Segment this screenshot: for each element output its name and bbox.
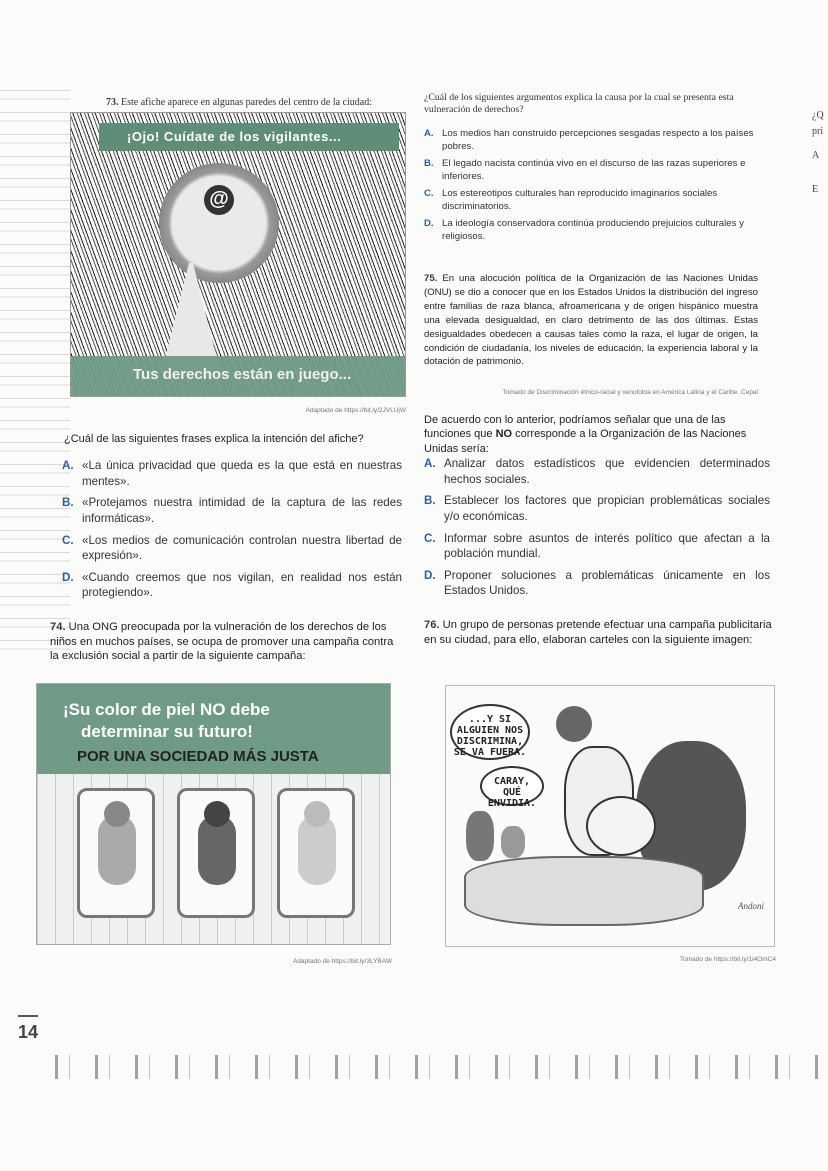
artist-signature: Andoni [738,901,764,911]
crib [277,788,355,918]
q75-statement [424,272,758,369]
q73-intro-text: Este afiche aparece en algunas paredes del centro de la ciudad: [121,97,372,108]
option-letter: D. [424,568,436,582]
option-text: Informar sobre asuntos de interés político que afectan a la población mundial. [444,531,770,561]
option-text: Proponer soluciones a problemáticas únicamente en los Estados Unidos. [444,568,770,598]
q73-question: ¿Cuál de las siguientes frases explica la intención del afiche? [64,433,364,445]
poster-title: ¡Ojo! Cuídate de los vigilantes... [99,123,399,151]
q75-question-no: NO [495,428,513,441]
poster-line-1: ¡Su color de piel NO debe [63,700,270,719]
q73-option-c[interactable] [62,533,402,564]
q75-option-c[interactable] [424,531,770,562]
option-text: El legado nacista continúa vivo en el discurso de las razas superiores e inferiores. [442,157,746,182]
page-number: 14 [18,1022,39,1042]
at-sign-icon: @ [204,185,234,215]
option-letter: C. [424,531,436,545]
q74-option-a[interactable] [424,128,754,154]
option-text: Los medios han construido percepciones sesgadas respecto a los países pobres. [442,128,754,152]
animals-cartoon [445,685,775,947]
crib [177,788,255,918]
q74-source: Adaptado de https://bit.ly/3LYBAW [292,958,392,965]
q75-options [424,456,770,605]
crib [77,788,155,918]
baby-head [204,801,230,827]
option-text: La ideología conservadora continúa produciendo prejuicios culturales y religiosos. [442,217,744,242]
option-letter: B. [424,157,434,169]
option-text: Establecer los factores que propician problemáticas sociales y/o económicas. [444,494,770,523]
q73-options [62,458,402,607]
option-text: «Cuando creemos que nos vigilan, en realidad nos están protegiendo». [82,570,402,600]
option-text: «Protejamos nuestra intimidad de la captura de las redes informáticas». [82,496,402,525]
q75-question-post: corresponde a la Organización de las Naciones Unidas sería: [424,428,747,455]
option-letter: A. [62,459,74,472]
q74-option-b[interactable] [424,158,754,184]
pig-figure [586,796,656,856]
page-number-bar [18,1015,38,1017]
option-letter: D. [62,570,74,584]
q75-option-a[interactable] [424,456,770,487]
q75-number: 75. [424,273,438,284]
speech-bubble: ...Y SI ALGUIEN NOS DISCRIMINA, SE VA FUERA. [450,704,530,760]
q75-question [424,413,764,456]
option-letter: C. [62,533,74,547]
q73-source: Adaptado de https://bit.ly/2JVLUjW [305,407,406,414]
scan-edge-left [0,90,70,650]
dog-figure [466,811,494,861]
scan-edge-bottom [55,1055,828,1079]
option-letter: C. [424,187,434,199]
edge-fragment: A [812,150,820,161]
skin-color-poster [36,683,391,945]
baby-head [304,801,330,827]
q73-intro [106,97,406,110]
option-letter: A. [424,457,436,470]
q73-option-b[interactable] [62,495,402,526]
cat-figure [501,826,525,858]
q74-intro [50,620,402,664]
q76-intro [424,618,774,647]
q74-options [424,128,754,248]
q74-number: 74. [50,621,66,633]
edge-fragment: ¿Q [812,110,824,121]
poster-line-2: determinar su futuro! [81,722,253,741]
q73-option-a[interactable] [62,458,402,489]
q73-option-d[interactable] [62,570,402,601]
option-letter: B. [424,494,436,508]
q75-question-pre: De acuerdo con lo anterior, podríamos señalar que una de las funciones que [424,414,726,441]
q74-option-d[interactable] [424,218,754,244]
q76-source: Tomado de https://bit.ly/1i4OmC4 [679,956,776,963]
surveillance-poster [70,112,406,397]
q75-source: Tomado de Discriminación étnico-racial y xenofobia en América Latina y el Caribe. Cepal [502,389,758,396]
option-letter: B. [62,496,74,510]
q76-intro-text: Un grupo de personas pretende efectuar una campaña publicitaria en su ciudad, para ello, elaboran carteles con la siguiente imagen: [424,619,772,646]
baby-head [104,801,130,827]
option-text: «Los medios de comunicación controlan nuestra libertad de expresión». [82,533,402,563]
q74-option-c[interactable] [424,188,754,214]
q75-option-d[interactable] [424,568,770,599]
q75-text: En una alocución política de la Organización de las Naciones Unidas (ONU) se dio a conocer que en los Estados Unidos la distribución del ingreso entre familias de raza blanca, afroamericana y de origen hispánico muestra una elevada desigualdad, en claro detrimento de las dos últimas. Estas desigualdades obedecen a causas tales como la raza, el lugar de origen, la condición de ciudadanía, los niveles de educación, la experiencia laboral y la dotación de patrimonio. [424,273,758,368]
option-text: «La única privacidad que queda es la que está en nuestras mentes». [82,459,402,488]
option-letter: A. [424,128,434,139]
edge-fragment: E [812,184,819,195]
q74-intro-text: Una ONG preocupada por la vulneración de los derechos de los niños en muchos países, se ocupa de promover una campaña contra la exclusión social a partir de la siguiente campaña: [50,621,394,663]
rooster-figure [556,706,592,742]
edge-fragment: pri [812,126,824,137]
q74-question: ¿Cuál de los siguientes argumentos explica la causa por la cual se presenta esta vulneración de derechos? [424,92,734,116]
table-figure [464,856,704,926]
option-text: Los estereotipos culturales han reproducido imaginarios sociales discriminatorios. [442,187,718,212]
poster-line-3: POR UNA SOCIEDAD MÁS JUSTA [77,748,319,765]
q76-number: 76. [424,619,440,631]
poster-footer: Tus derechos están en juego... [71,356,406,396]
q75-option-b[interactable] [424,493,770,524]
option-letter: D. [424,217,434,229]
speech-bubble: CARAY, QUÉ ENVIDIA. [480,766,544,806]
option-text: Analizar datos estadísticos que evidencien determinados hechos sociales. [444,457,770,486]
q73-number: 73. [106,97,119,108]
